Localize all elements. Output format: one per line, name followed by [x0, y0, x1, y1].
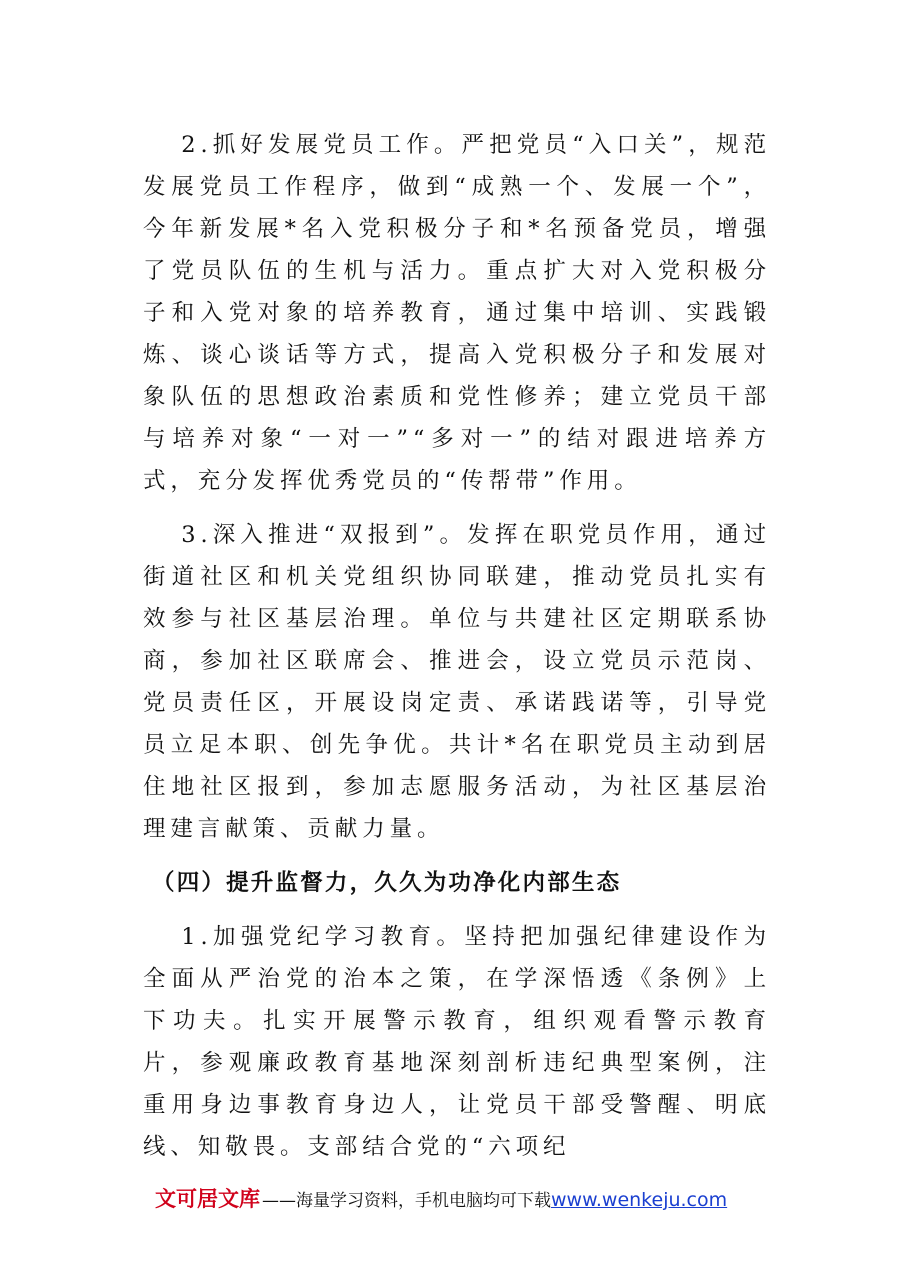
footer-link[interactable]: www.wenkeju.com: [551, 1189, 728, 1211]
footer-tagline: 海量学习资料，手机电脑均可下载: [296, 1191, 551, 1211]
document-body: [143, 124, 771, 1168]
paragraph-double-report: 3.深入推进“双报到”。发挥在职党员作用，通过街道社区和机关党组织协同联建，推动党员扎实有效参与社区基层治理。单位与共建社区定期联系协商，参加社区联席会、推进会，设立党员示范岗、党员责任区，开展设岗定责、承诺践诺等，引导党员立足本职、创先争优。共计*名在职党员主动到居住地社区报到，参加志愿服务活动，为社区基层治理建言献策、贡献力量。: [143, 522, 771, 842]
footer-brand: 文可居文库: [155, 1187, 260, 1211]
footer-banner: [155, 1183, 775, 1213]
footer-separator: ——: [262, 1191, 296, 1211]
paragraph-develop-members: 2.抓好发展党员工作。严把党员“入口关”，规范发展党员工作程序，做到“成熟一个、发展一个”，今年新发展*名入党积极分子和*名预备党员，增强了党员队伍的生机与活力。重点扩大对入党积极分子和入党对象的培养教育，通过集中培训、实践锻炼、谈心谈话等方式，提高入党积极分子和发展对象队伍的思想政治素质和党性修养；建立党员干部与培养对象“一对一”“多对一”的结对跟进培养方式，充分发挥优秀党员的“传帮带”作用。: [143, 132, 771, 494]
section-heading: （四）提升监督力，久久为功净化内部生态: [152, 870, 622, 896]
paragraph-discipline-education: 1.加强党纪学习教育。坚持把加强纪律建设作为全面从严治党的治本之策，在学深悟透《条例》上下功夫。扎实开展警示教育，组织观看警示教育片，参观廉政教育基地深刻剖析违纪典型案例，注重用身边事教育身边人，让党员干部受警醒、明底线、知敬畏。支部结合党的“六项纪: [143, 924, 771, 1160]
